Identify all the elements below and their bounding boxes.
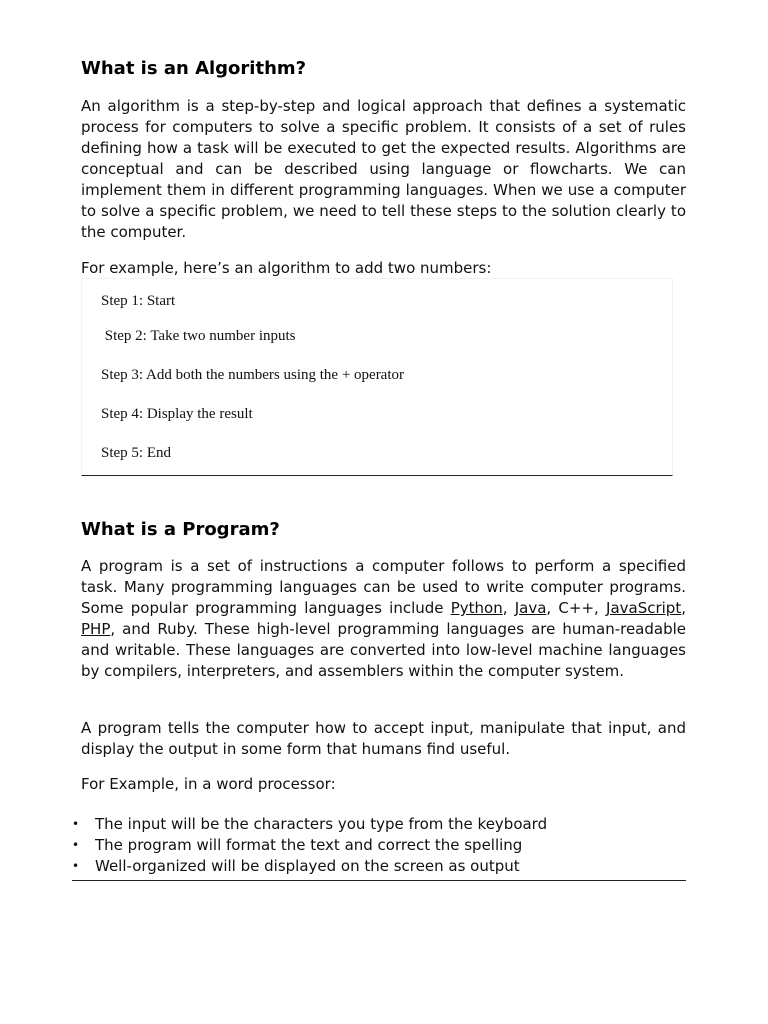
list-item [72,814,686,835]
program-paragraph-2: A program tells the computer how to accept input, manipulate that input, and display the output in some form that humans find useful. [81,719,686,758]
algorithm-paragraph: An algorithm is a step-by-step and logical approach that defines a systematic process for computers to solve a specific problem. It consists of a set of rules defining how a task will be executed to get the expected results. Algorithms are conceptual and can be described using language or flowcharts. We can implement them in different programming languages. When we use a computer to solve a specific problem, we need to tell these steps to the solution clearly to the computer. [81,97,686,241]
list-item-text: Well-organized will be displayed on the screen as output [95,857,520,875]
heading-program: What is a Program? [81,519,280,540]
bullet-icon: • [72,859,80,873]
bullet-icon: • [72,817,80,831]
step-1: Step 1: Start [101,293,176,309]
link-javascript[interactable]: JavaScript [606,599,682,617]
word-processor-intro: For Example, in a word processor: [81,775,336,793]
list-item-text: The program will format the text and correct the spelling [95,836,523,854]
list-item [72,856,686,877]
text-segment: , and Ruby. These high-level programming languages are human-readable and writable. These languages are converted into low-level machine languages by compilers, interpreters, and assemblers within the computer system. [81,620,686,680]
step-4: Step 4: Display the result [101,406,253,422]
step-3: Step 3: Add both the numbers using the + operator [101,367,405,383]
link-php[interactable]: PHP [81,620,111,638]
text-segment: , [681,599,686,617]
word-processor-list [72,814,686,881]
algorithm-steps-box [81,278,673,476]
link-python[interactable]: Python [450,599,503,617]
list-item [72,835,686,856]
text-segment: , C++, [546,599,607,617]
text-segment: A program is a set of instructions a computer follows to perform a specified task. Many programming languages can be used to write computer programs. Some popular programming languages include [81,557,686,617]
step-5: Step 5: End [101,445,171,461]
text-segment: , [502,599,515,617]
example-intro: For example, here’s an algorithm to add two numbers: [81,259,492,277]
program-paragraph [81,556,686,682]
heading-algorithm: What is an Algorithm? [81,58,307,79]
list-item-text: The input will be the characters you type from the keyboard [95,815,548,833]
link-java[interactable]: Java [514,599,547,617]
step-2: Step 2: Take two number inputs [101,328,296,344]
bullet-icon: • [72,838,80,852]
